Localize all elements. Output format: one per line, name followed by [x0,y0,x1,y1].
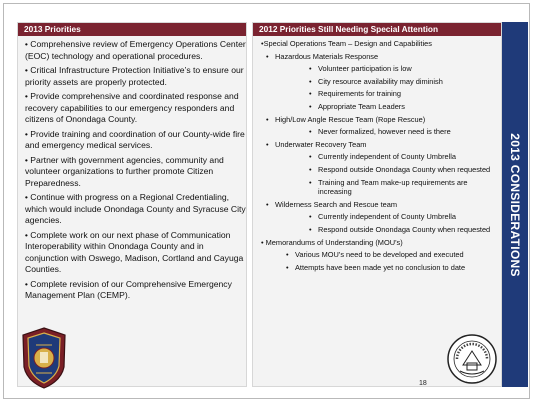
bullet-icon: • [309,64,312,74]
list-item: • Comprehensive review of Emergency Operations Center (EOC) technology and operational procedures. [24,39,246,61]
list-item: • City resource availability may diminish [309,76,443,86]
priorities-2013-list [18,36,246,302]
bullet-icon: • [309,76,312,86]
bullet-icon: • [309,224,312,234]
list-item: • Partner with government agencies, community and volunteer organizations to further promote Citizen Preparedness. [24,154,224,188]
list-item: • Currently independent of County Umbrella [309,152,457,162]
list-item: • Attempts have been made yet no conclusion to date [286,262,466,272]
bullet-icon: • [266,51,269,61]
list-item: • Provide training and coordination of our County-wide fire and emergency medical services. [24,128,245,151]
bullet-icon: • [266,114,269,124]
list-item: • Continue with progress on a Regional Credentialing, which would include Onondaga County and Syracuse City agencies. [24,192,246,226]
priorities-2012-body [253,36,501,272]
group-title: • Underwater Recovery Team [266,139,367,149]
list-item: • Training and Team make-up requirements are increasing [309,177,468,197]
list-item: • Complete work on our next phase of Communication Interoperability within Onondaga County and in conjunction with Oswego, Madison, Cortland and Cayuga Counties. [24,229,244,275]
bullet-icon: • [266,199,269,209]
bullet-icon: • [286,262,289,272]
bullet-icon: • [309,177,312,187]
list-item: • Never formalized, however need is there [309,127,451,137]
list-item: • Currently independent of County Umbrella [309,212,457,222]
bullet-icon: • [309,164,312,174]
list-item: • Respond outside Onondaga County when requested [309,224,491,234]
bullet-icon: • [309,101,312,111]
priorities-2012-header: 2012 Priorities Still Needing Special Attention [253,23,501,36]
list-item: • Respond outside Onondaga County when requested [309,164,491,174]
emergency-badge-icon [21,327,67,389]
bullet-icon: • [309,152,312,162]
group-title: • High/Low Angle Rescue Team (Rope Rescue) [266,114,426,124]
bullet-icon: • [266,139,269,149]
considerations-sidebar [502,22,528,387]
list-item: • Appropriate Team Leaders [309,101,405,111]
sidebar-title: 2013 CONSIDERATIONS [508,132,522,277]
bullet-icon: • [309,212,312,222]
list-item: • Volunteer participation is low [309,64,412,74]
list-item: • Provide comprehensive and coordinated response and recovery capabilities to our emergency responders and citizens of Onondaga County. [24,90,239,125]
section-title: • Memorandums of Understanding (MOU’s) [261,237,403,247]
county-seal-icon [446,333,498,385]
bullet-icon: • [286,250,289,260]
bullet-icon: • [309,127,312,137]
list-item: • Requirements for training [309,89,401,99]
list-item: • Critical Infrastructure Protection Initiative’s to ensure our priority assets are properly protected. [24,64,244,87]
group-title: • Hazardous Materials Response [266,51,379,61]
group-title: • Wilderness Search and Rescue team [266,199,398,209]
bullet-icon: • [309,89,312,99]
page-number: 18 [419,380,427,387]
list-item: • Complete revision of our Comprehensive Emergency Management Plan (CEMP). [24,278,232,301]
priorities-2013-header: 2013 Priorities [18,23,246,36]
section-title: •Special Operations Team – Design and Capabilities [261,39,432,48]
list-item: • Various MOU’s need to be developed and executed [286,250,464,260]
